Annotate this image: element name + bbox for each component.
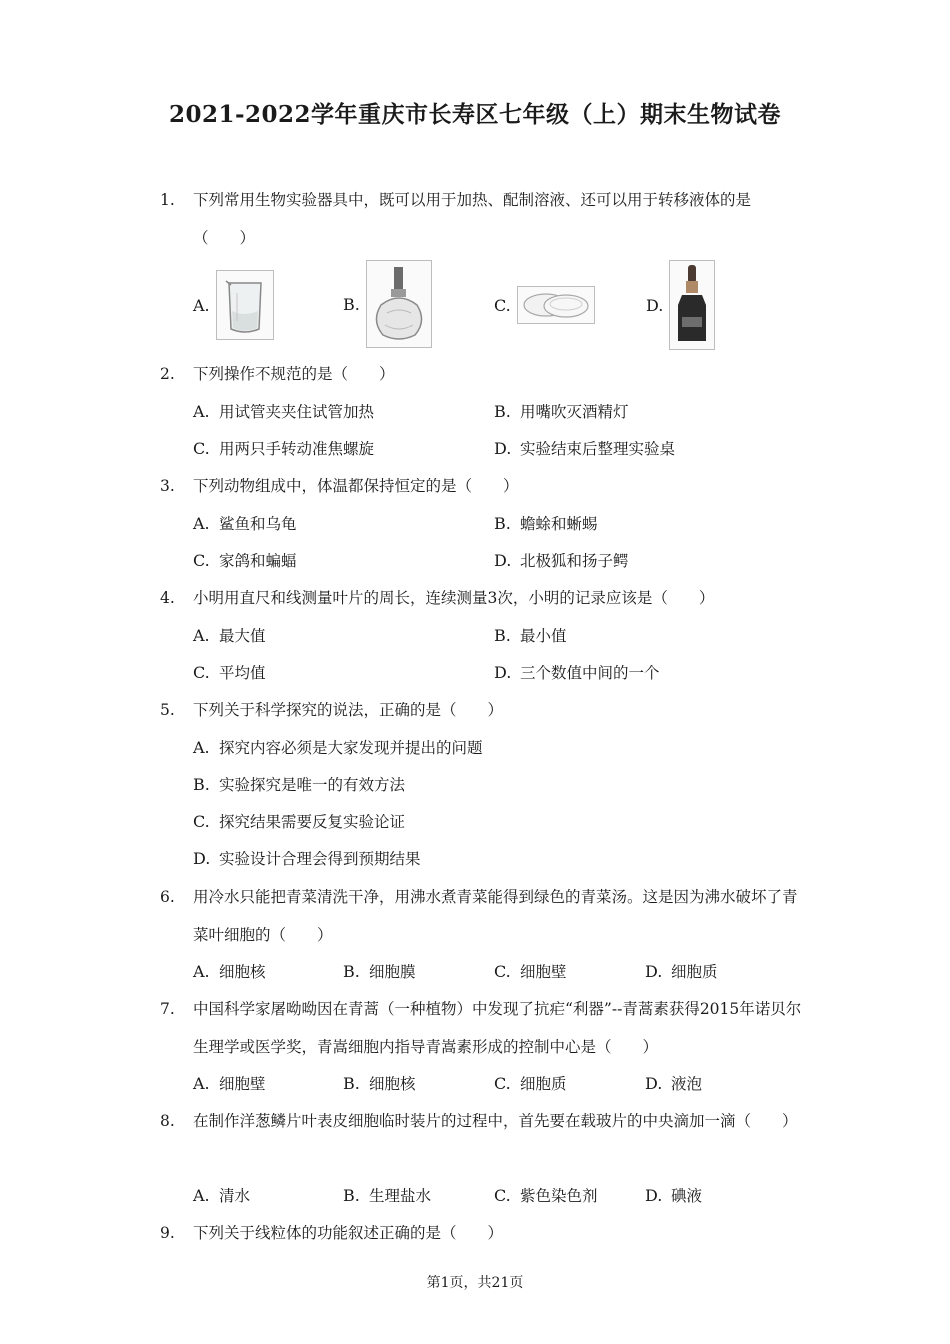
option-6-c[interactable] <box>494 959 567 985</box>
option-label: B. <box>494 402 511 421</box>
option-5-a[interactable] <box>193 735 483 761</box>
option-text: 紫色染色剂 <box>520 1187 598 1205</box>
question-stem: 用冷水只能把青菜清洗干净，用沸水煮青菜能得到绿色的青菜汤。这是因为沸水破坏了青菜叶细胞的（ ） <box>193 888 798 944</box>
option-label: C. <box>494 295 511 315</box>
option-2-b[interactable] <box>494 399 629 425</box>
option-text: 细胞核 <box>219 963 266 981</box>
option-7-a[interactable] <box>193 1071 266 1097</box>
option-5-d[interactable] <box>193 846 421 872</box>
option-text: 鲨鱼和乌龟 <box>219 515 297 533</box>
question-number: 5. <box>160 701 175 719</box>
option-8-a[interactable] <box>193 1183 250 1209</box>
option-5-b[interactable] <box>193 772 405 798</box>
option-5-c[interactable] <box>193 809 405 835</box>
option-text: 生理盐水 <box>369 1187 432 1205</box>
option-text: 碘液 <box>671 1187 703 1205</box>
option-text: 实验探究是唯一的有效方法 <box>219 776 406 794</box>
option-text: 用试管夹夹住试管加热 <box>219 403 375 421</box>
question-6 <box>160 878 810 954</box>
option-6-b[interactable] <box>343 959 416 985</box>
option-text: 用两只手转动准焦螺旋 <box>219 440 375 458</box>
option-2-d[interactable] <box>494 436 675 462</box>
option-4-a[interactable] <box>193 623 266 649</box>
option-label: B. <box>494 514 511 533</box>
option-3-c[interactable] <box>193 548 297 574</box>
option-label: D. <box>494 439 512 458</box>
question-stem: 下列操作不规范的是（ ） <box>193 365 395 383</box>
option-label: D. <box>645 1074 663 1093</box>
question-number: 3. <box>160 477 175 495</box>
page-title: 2021-2022学年重庆市长寿区七年级（上）期末生物试卷 <box>168 101 782 128</box>
option-1-b[interactable] <box>343 260 432 348</box>
option-8-d[interactable] <box>645 1183 702 1209</box>
option-label: B. <box>494 626 511 645</box>
option-text: 家鸽和蝙蝠 <box>219 552 297 570</box>
question-number: 8. <box>160 1112 175 1130</box>
option-label: A. <box>193 1074 210 1093</box>
option-label: D. <box>645 962 663 981</box>
question-number: 9. <box>160 1224 175 1242</box>
option-text: 用嘴吹灭酒精灯 <box>520 403 629 421</box>
option-7-d[interactable] <box>645 1071 702 1097</box>
petri-dish-icon <box>517 286 595 324</box>
option-1-d[interactable] <box>646 260 715 350</box>
option-label: C. <box>494 962 511 981</box>
option-3-a[interactable] <box>193 511 297 537</box>
option-8-c[interactable] <box>494 1183 598 1209</box>
question-3 <box>160 467 810 505</box>
option-text: 平均值 <box>219 664 266 682</box>
option-label: C. <box>494 1074 511 1093</box>
option-text: 最小值 <box>520 627 567 645</box>
option-7-c[interactable] <box>494 1071 567 1097</box>
option-label: B. <box>193 775 210 794</box>
option-label: A. <box>193 295 210 315</box>
question-number: 4. <box>160 589 175 607</box>
option-label: D. <box>494 663 512 682</box>
option-3-d[interactable] <box>494 548 629 574</box>
option-label: A. <box>193 738 210 757</box>
option-4-d[interactable] <box>494 660 660 686</box>
option-label: D. <box>645 1186 663 1205</box>
option-label: B. <box>343 1074 360 1093</box>
question-stem: 下列动物组成中，体温都保持恒定的是（ ） <box>193 477 519 495</box>
option-label: D. <box>646 295 664 315</box>
question-5 <box>160 691 810 729</box>
question-number: 1. <box>160 191 175 209</box>
option-label: A. <box>193 1186 210 1205</box>
question-8 <box>160 1102 810 1140</box>
option-2-a[interactable] <box>193 399 374 425</box>
option-label: A. <box>193 626 210 645</box>
alcohol-lamp-icon <box>366 260 432 348</box>
option-text: 细胞壁 <box>520 963 567 981</box>
option-label: B. <box>343 294 360 314</box>
option-1-a[interactable] <box>193 270 274 340</box>
option-text: 细胞质 <box>520 1075 567 1093</box>
option-text: 细胞膜 <box>369 963 416 981</box>
option-text: 探究内容必须是大家发现并提出的问题 <box>219 739 483 757</box>
option-6-a[interactable] <box>193 959 266 985</box>
question-2 <box>160 355 810 393</box>
question-1 <box>160 181 810 257</box>
option-text: 最大值 <box>219 627 266 645</box>
option-label: A. <box>193 514 210 533</box>
option-7-b[interactable] <box>343 1071 416 1097</box>
option-4-b[interactable] <box>494 623 567 649</box>
question-number: 6. <box>160 888 175 906</box>
option-text: 细胞壁 <box>219 1075 266 1093</box>
question-4 <box>160 579 810 617</box>
option-label: B. <box>343 962 360 981</box>
question-7 <box>160 990 810 1066</box>
question-stem: 下列常用生物实验器具中，既可以用于加热、配制溶液、还可以用于转移液体的是（ ） <box>193 191 752 247</box>
question-stem: 下列关于科学探究的说法，正确的是（ ） <box>193 701 504 719</box>
option-text: 细胞质 <box>671 963 718 981</box>
option-label: A. <box>193 962 210 981</box>
question-stem: 小明用直尺和线测量叶片的周长，连续测量3次，小明的记录应该是（ ） <box>193 589 715 607</box>
option-text: 清水 <box>219 1187 251 1205</box>
option-text: 实验设计合理会得到预期结果 <box>219 850 421 868</box>
option-label: C. <box>193 439 210 458</box>
option-label: B. <box>343 1186 360 1205</box>
option-label: C. <box>494 1186 511 1205</box>
option-text: 细胞核 <box>369 1075 416 1093</box>
option-4-c[interactable] <box>193 660 266 686</box>
option-text: 实验结束后整理实验桌 <box>520 440 676 458</box>
question-number: 2. <box>160 365 175 383</box>
dropper-bottle-icon <box>669 260 715 350</box>
option-text: 北极狐和扬子鳄 <box>520 552 629 570</box>
question-stem: 中国科学家屠呦呦因在青蒿（一种植物）中发现了抗疟“利器”--青蒿素获得2015年诺贝尔生理学或医学奖，青嵩细胞内指导青嵩素形成的控制中心是（ ） <box>193 1000 802 1056</box>
question-stem: 下列关于线粒体的功能叙述正确的是（ ） <box>193 1224 504 1242</box>
option-label: D. <box>193 849 211 868</box>
option-text: 液泡 <box>671 1075 703 1093</box>
option-8-b[interactable] <box>343 1183 431 1209</box>
option-3-b[interactable] <box>494 511 598 537</box>
option-2-c[interactable] <box>193 436 374 462</box>
option-6-d[interactable] <box>645 959 718 985</box>
option-1-c[interactable] <box>494 286 595 324</box>
option-label: A. <box>193 402 210 421</box>
option-text: 探究结果需要反复实验论证 <box>219 813 406 831</box>
page-footer: 第1页，共21页 <box>426 1275 524 1291</box>
option-text: 蟾蜍和蜥蜴 <box>520 515 598 533</box>
question-number: 7. <box>160 1000 175 1018</box>
option-label: C. <box>193 551 210 570</box>
question-stem: 在制作洋葱鳞片叶表皮细胞临时装片的过程中，首先要在载玻片的中央滴加一滴（ ） <box>193 1112 798 1130</box>
option-label: C. <box>193 663 210 682</box>
beaker-icon <box>216 270 274 340</box>
option-label: C. <box>193 812 210 831</box>
question-9 <box>160 1214 810 1252</box>
option-label: D. <box>494 551 512 570</box>
option-text: 三个数值中间的一个 <box>520 664 660 682</box>
